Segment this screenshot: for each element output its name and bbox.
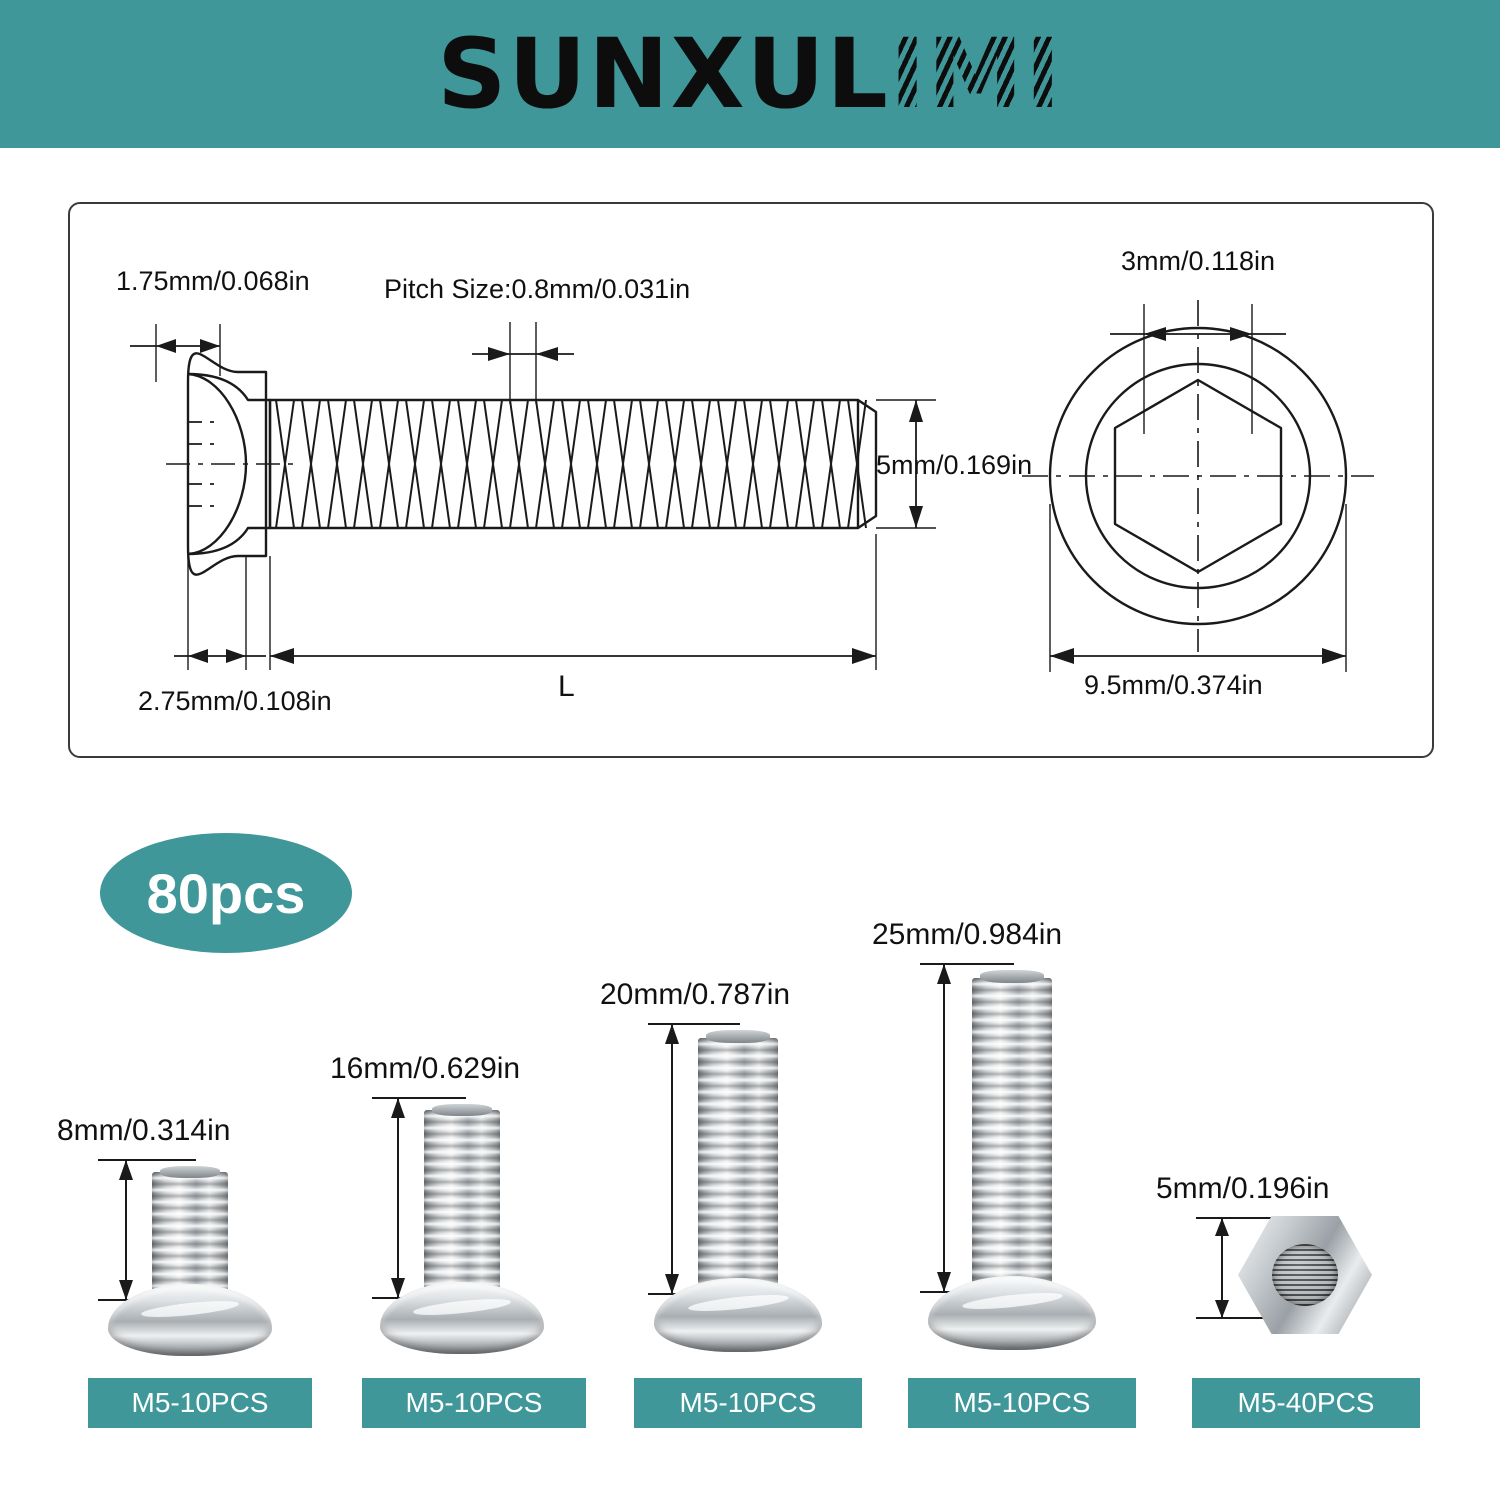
quantity-badge-label: 80pcs xyxy=(146,861,306,925)
product-dimension-label-4: 25mm/0.984in xyxy=(872,918,1063,951)
dim-pitch-label: Pitch Size:0.8mm/0.031in xyxy=(384,274,691,304)
dim-head-height-label: 1.75mm/0.068in xyxy=(116,266,310,296)
product-tag-5: M5-40PCS xyxy=(1192,1378,1420,1428)
dim-head-diameter-label: 9.5mm/0.374in xyxy=(1084,670,1263,700)
dim-socket-size-label: 3mm/0.118in xyxy=(1121,246,1276,276)
dim-length-symbol-label: L xyxy=(558,670,575,703)
product-tag-3: M5-10PCS xyxy=(634,1378,862,1428)
product-dimension-label-3: 20mm/0.787in xyxy=(600,978,791,1011)
brand-logo-striped-text: IMI xyxy=(889,18,1063,130)
dim-thread-diameter-label: 5mm/0.169in xyxy=(876,450,1033,480)
product-tag-2: M5-10PCS xyxy=(362,1378,586,1428)
brand-logo-text: SUNXUL xyxy=(437,18,890,130)
hex-nut-thread-hole xyxy=(1272,1244,1338,1306)
product-dimension-label-1: 8mm/0.314in xyxy=(57,1114,231,1147)
product-dimension-label-2: 16mm/0.629in xyxy=(330,1052,521,1085)
product-tag-4: M5-10PCS xyxy=(908,1378,1136,1428)
product-dimension-label-5: 5mm/0.196in xyxy=(1156,1172,1330,1205)
dim-head-thickness-label: 2.75mm/0.108in xyxy=(138,686,332,716)
product-tag-1: M5-10PCS xyxy=(88,1378,312,1428)
